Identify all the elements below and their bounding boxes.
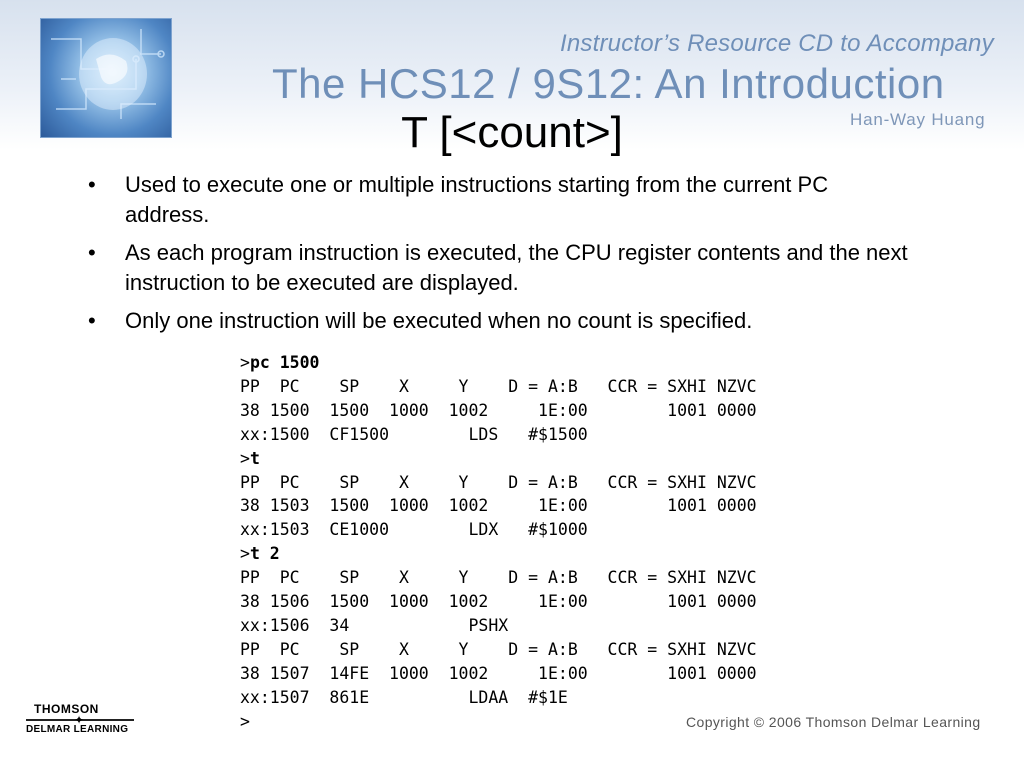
console-prompt: > <box>240 544 250 564</box>
bullet-symbol: • <box>88 240 96 265</box>
console-output <box>240 351 890 734</box>
console-output-line: xx:1503 CE1000 LDX #$1000 <box>240 520 588 540</box>
console-output-line: xx:1500 CF1500 LDS #$1500 <box>240 424 588 444</box>
thomson-logo <box>26 700 136 740</box>
logo-brand: THOMSON <box>34 702 99 716</box>
bullet-symbol: • <box>88 172 96 197</box>
console-output-line: PP PC SP X Y D = A:B CCR = SXHI NZVC <box>240 639 757 659</box>
console-output-line: xx:1507 861E LDAA #$1E <box>240 687 568 707</box>
console-output-line: 38 1507 14FE 1000 1002 1E:00 1001 0000 <box>240 663 757 683</box>
console-output-line: PP PC SP X Y D = A:B CCR = SXHI NZVC <box>240 376 757 396</box>
bullet-list <box>88 170 918 344</box>
bullet-text: As each program instruction is executed, the CPU register contents and the next instruction to be executed are displayed. <box>125 240 908 295</box>
console-output-line: xx:1506 34 PSHX <box>240 615 509 635</box>
bullet-item <box>88 238 918 298</box>
console-prompt: > <box>240 711 250 731</box>
logo-subtext: DELMAR LEARNING <box>26 724 129 733</box>
bullet-text: Only one instruction will be executed when no count is specified. <box>125 308 753 333</box>
bullet-item <box>88 170 918 230</box>
bullet-text: Used to execute one or multiple instructions starting from the current PC address. <box>125 172 829 227</box>
console-output-line: PP PC SP X Y D = A:B CCR = SXHI NZVC <box>240 472 757 492</box>
console-command-line <box>240 351 890 375</box>
bullet-symbol: • <box>88 308 96 333</box>
header-author: Han-Way Huang <box>850 110 986 129</box>
console-prompt: > <box>240 353 250 372</box>
console-output-line: 38 1503 1500 1000 1002 1E:00 1001 0000 <box>240 496 757 516</box>
console-prompt: > <box>240 448 250 468</box>
header-subtitle: Instructor’s Resource CD to Accompany <box>560 30 994 57</box>
console-command: t 2 <box>249 544 280 564</box>
console-command-line <box>240 447 890 471</box>
console-command: t <box>249 448 260 468</box>
copyright-notice: Copyright © 2006 Thomson Delmar Learning <box>686 714 981 730</box>
slide-title: T [<count>] <box>401 108 623 157</box>
header-title: The HCS12 / 9S12: An Introduction <box>272 60 945 107</box>
console-command-line <box>240 542 890 566</box>
bullet-item <box>88 306 918 336</box>
console-command: pc 1500 <box>249 353 320 372</box>
console-output-line: 38 1506 1500 1000 1002 1E:00 1001 0000 <box>240 592 757 612</box>
console-output-line: 38 1500 1500 1000 1002 1E:00 1001 0000 <box>240 400 757 420</box>
console-output-line: PP PC SP X Y D = A:B CCR = SXHI NZVC <box>240 568 757 588</box>
logo-star-icon: ✦ <box>74 713 85 727</box>
